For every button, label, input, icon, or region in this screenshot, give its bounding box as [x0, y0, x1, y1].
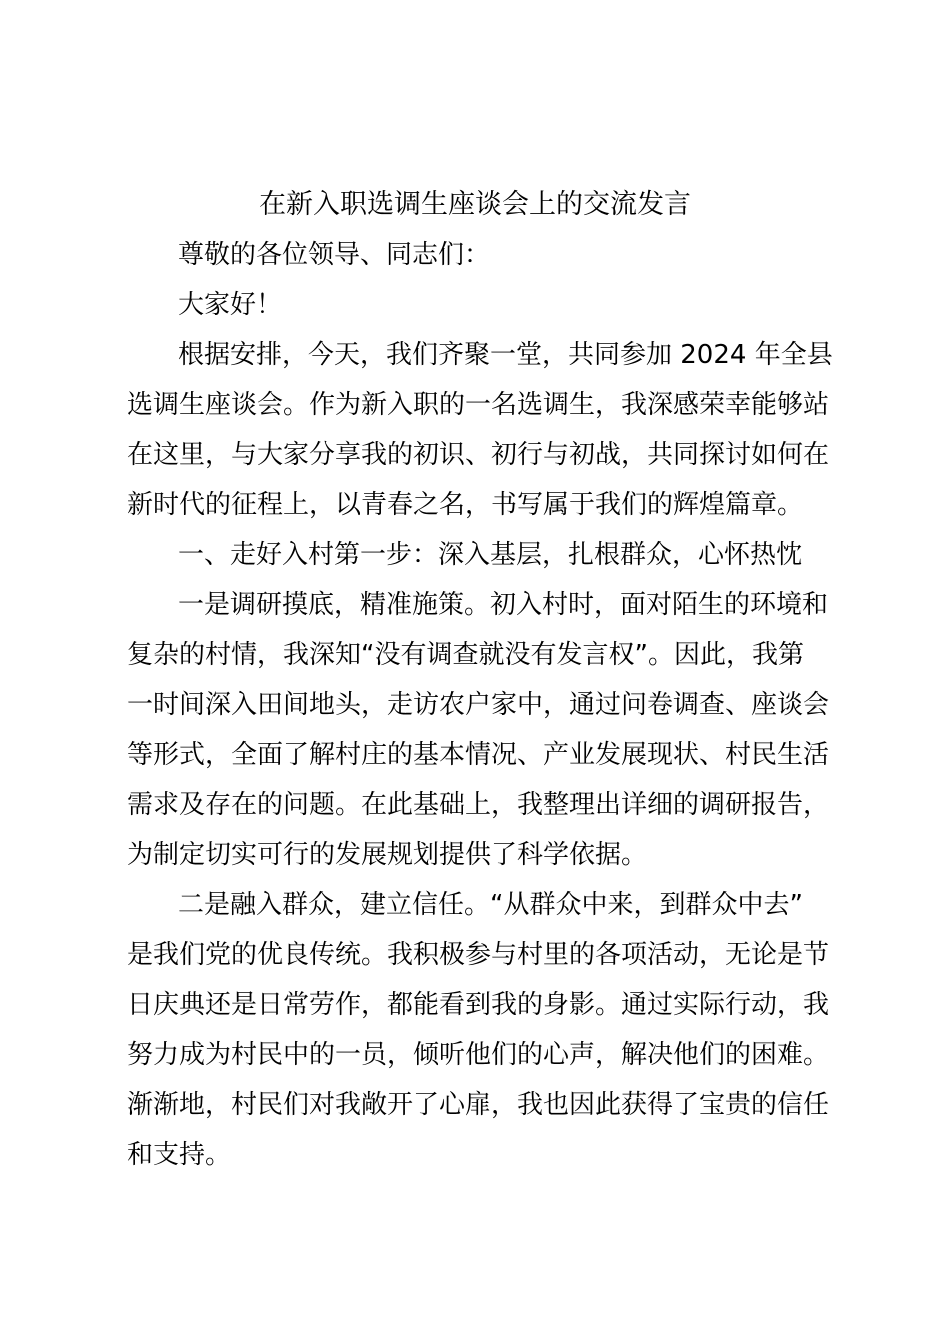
document-title: 在新入职选调生座谈会上的交流发言	[259, 189, 691, 220]
salutation: 尊敬的各位领导、同志们：	[178, 240, 491, 270]
paragraph-line: 为制定切实可行的发展规划提供了科学依据。	[127, 840, 648, 870]
paragraph-line: 根据安排，今天，我们齐聚一堂，共同参加 2024 年全县	[178, 340, 833, 370]
paragraph-line: 新时代的征程上，以青春之名，书写属于我们的辉煌篇章。	[127, 490, 804, 520]
paragraph-line: 一时间深入田间地头，走访农户家中，通过问卷调查、座谈会	[127, 690, 830, 720]
paragraph-line: 和支持。	[127, 1140, 232, 1170]
paragraph-line: 复杂的村情，我深知“没有调查就没有发言权”。因此，我第	[127, 640, 804, 670]
paragraph-line: 二是融入群众，建立信任。“从群众中来，到群众中去”	[178, 890, 803, 920]
greeting: 大家好！	[178, 290, 283, 320]
paragraph-line: 渐渐地，村民们对我敞开了心扉，我也因此获得了宝贵的信任	[127, 1090, 830, 1120]
paragraph-line: 是我们党的优良传统。我积极参与村里的各项活动，无论是节	[127, 940, 830, 970]
paragraph-line: 等形式，全面了解村庄的基本情况、产业发展现状、村民生活	[127, 740, 830, 770]
paragraph-line: 选调生座谈会。作为新入职的一名选调生，我深感荣幸能够站	[127, 390, 830, 420]
paragraph-line: 日庆典还是日常劳作，都能看到我的身影。通过实际行动，我	[127, 990, 830, 1020]
paragraph-line: 在这里，与大家分享我的初识、初行与初战，共同探讨如何在	[127, 440, 830, 470]
paragraph-line: 需求及存在的问题。在此基础上，我整理出详细的调研报告，	[127, 790, 830, 820]
section-heading: 一、走好入村第一步：深入基层，扎根群众，心怀热忱	[178, 540, 803, 570]
paragraph-line: 一是调研摸底，精准施策。初入村时，面对陌生的环境和	[178, 590, 829, 620]
paragraph-line: 努力成为村民中的一员，倾听他们的心声，解决他们的困难。	[127, 1040, 830, 1070]
